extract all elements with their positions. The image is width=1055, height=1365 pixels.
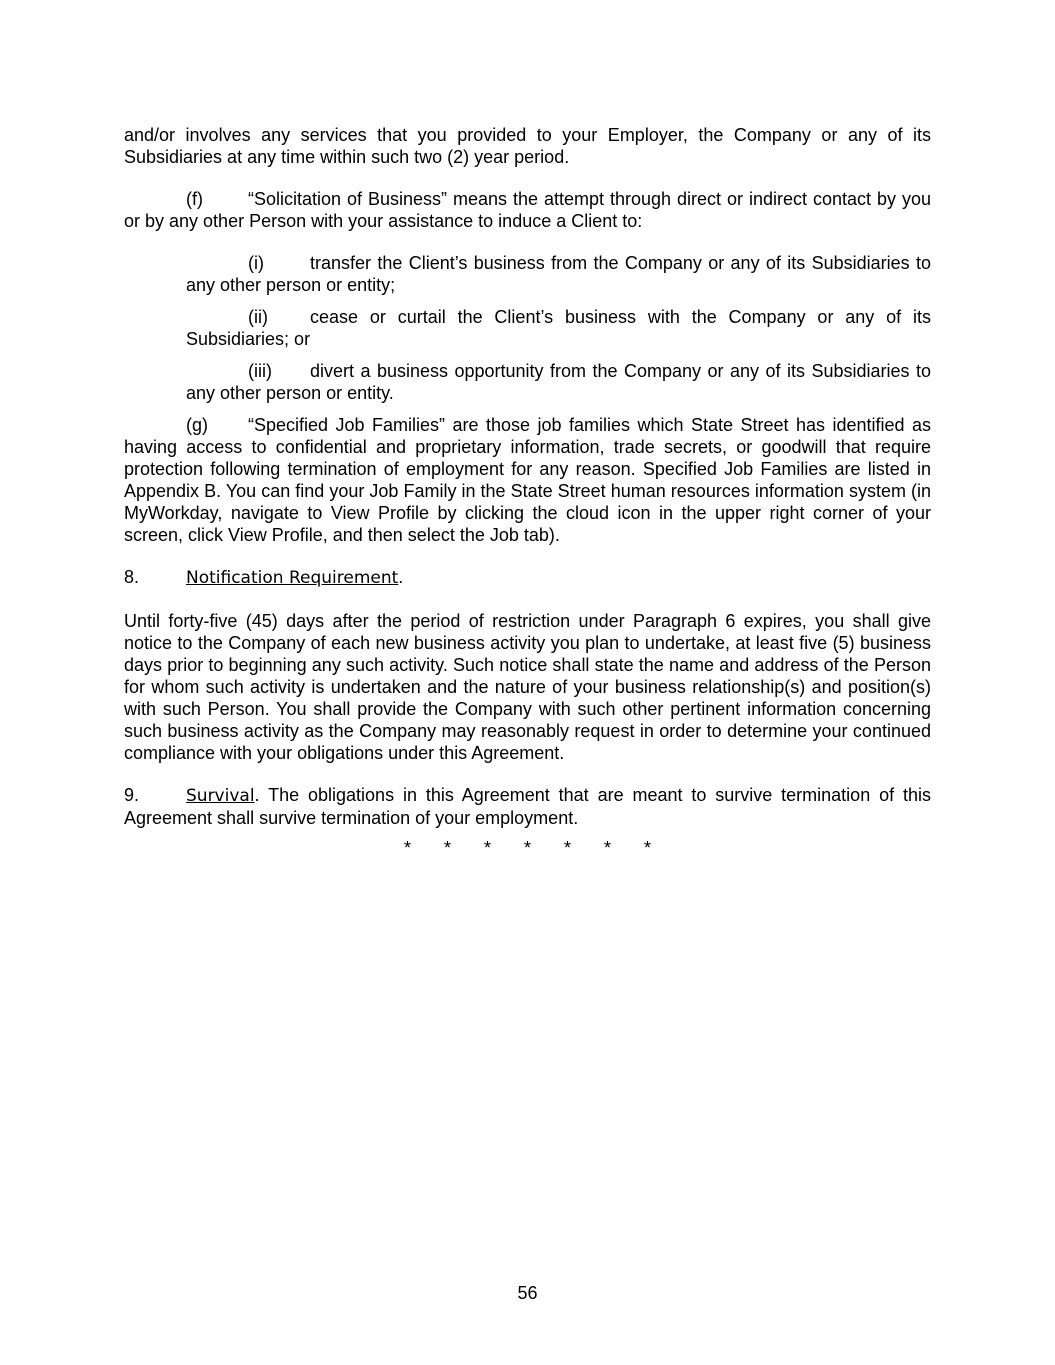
paragraph-continuation: and/or involves any services that you provided to your Employer, the Company or any of its Subsidiaries at any time within such two (2) year period. — [124, 125, 931, 167]
sub-item-i-number: (i) — [248, 253, 264, 273]
definition-f — [124, 188, 931, 232]
section-9-number: 9. — [124, 785, 140, 805]
sub-item-ii-text: cease or curtail the Client’s business with the Company or any of its Subsidiaries; or — [186, 307, 931, 349]
document-page — [124, 124, 931, 859]
definition-g — [124, 414, 931, 546]
section-8-body: Until forty-five (45) days after the period of restriction under Paragraph 6 expires, you shall give notice to the Company of each new business activity you plan to undertake, at least five (5) business days prior to beginning any such activity. Such notice shall state the name and address of the Person for whom such activity is undertaken and the nature of your business relationship(s) and position(s) with such Person. You shall provide the Company with such other pertinent information concerning such business activity as the Company may reasonably request in order to determine your continued compliance with your obligations under this Agreement. — [124, 611, 931, 763]
section-9-text: . The obligations in this Agreement that are meant to survive termination of this Agreement shall survive termination of your employment. — [124, 785, 931, 828]
section-8-title: Notification Requirement — [186, 568, 399, 588]
definition-g-text: “Specified Job Families” are those job families which State Street has identified as having access to confidential and proprietary information, trade secrets, or goodwill that require protection following termination of employment for any reason. Specified Job Families are listed in Appendix B. You can find your Job Family in the State Street human resources information system (in MyWorkday, navigate to View Profile by clicking the cloud icon in the upper right corner of your screen, click View Profile, and then select the Job tab). — [124, 415, 931, 545]
sub-item-i — [186, 252, 931, 296]
section-8-number: 8. — [124, 567, 140, 587]
sub-item-iii — [186, 360, 931, 404]
page-number: 56 — [517, 1283, 538, 1303]
section-8-heading — [124, 566, 931, 589]
definition-g-number: (g) — [186, 415, 208, 435]
sub-item-ii-number: (ii) — [248, 307, 268, 327]
sub-item-i-text: transfer the Client’s business from the Company or any of its Subsidiaries to any other person or entity; — [186, 253, 931, 295]
section-8-punct: . — [398, 567, 404, 587]
section-9-title: Survival — [186, 786, 255, 806]
sub-item-iii-number: (iii) — [248, 361, 272, 381]
sub-item-iii-text: divert a business opportunity from the Company or any of its Subsidiaries to any other person or entity. — [186, 361, 931, 403]
definition-f-number: (f) — [186, 189, 203, 209]
sub-item-ii — [186, 306, 931, 350]
definition-f-text: “Solicitation of Business” means the attempt through direct or indirect contact by you or by any other Person with your assistance to induce a Client to: — [124, 189, 931, 231]
section-9 — [124, 784, 931, 829]
section-end-stars: * * * * * * * — [403, 838, 666, 858]
